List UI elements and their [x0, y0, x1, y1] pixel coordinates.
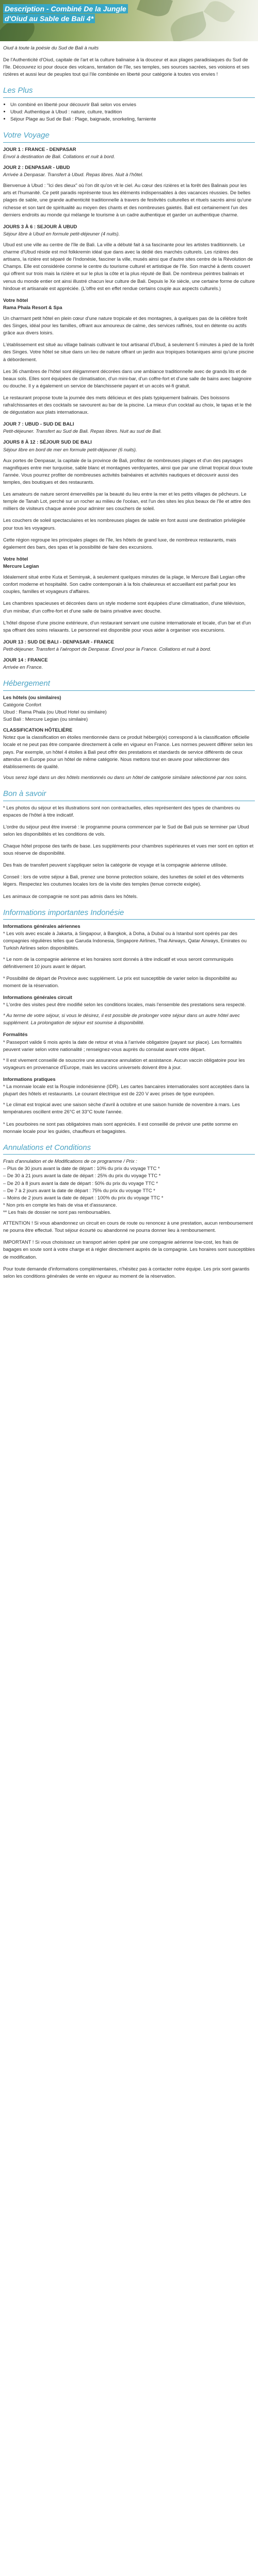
- day-text: Petit-déjeuner. Transfert à l'aéroport de Denpasar. Envol pour la France. Collations et nuit à bord.: [3, 646, 212, 652]
- infos-subtitle: Formalités: [3, 1031, 28, 1038]
- hotel-restaurant: Le restaurant propose toute la journée des mets délicieux et des plats typiquement balinais. Des boissons rafraîchissantes et des cocktails se savourent au bar de la piscine. La mieux d'un cocktail au choix, le tapas et le thé de dégustation aux plats internationaux.: [3, 394, 252, 415]
- bon-a-savoir-para: * Les photos du séjour et les illustrations sont non contractuelles, elles représentent des types de chambres ou espaces de l'hôtel à titre indicatif.: [3, 804, 240, 818]
- hotel-description-2: L'établissement est situé au village balinais cultivant le tout artisanal d'Ubud, à seulement 5 minutes à pied de la forêt des Singes. Votre hôtel se situe dans un lieu de nature offrant un jardin aux tropiques botaniques ainsi qu'une piscine à débordement.: [3, 342, 254, 362]
- infos-para: * Le climat est tropical avec une saison sèche d'avril à octobre et une saison humide de novembre à mars. Les températures oscillent entre 26°C et 33°C toute l'année.: [3, 1101, 240, 1115]
- annulation-line: – Plus de 30 jours avant la date de départ : 10% du prix du voyage TTC *: [3, 1165, 160, 1172]
- header-banner: [0, 0, 258, 41]
- infos-para: * Passeport valide 6 mois après la date de retour et visa à l'arrivée obligatoire (payant sur place). Les formalités peuvent varier selon votre nationalité ; renseignez-vous auprès du consulat avant votre départ.: [3, 1039, 242, 1052]
- section-heading-plus: Les Plus: [3, 85, 255, 98]
- leaf-decoration: [168, 11, 208, 41]
- annulation-line: Frais d'annulation et de Modifications de ce programme / Prix :: [3, 1158, 137, 1164]
- day-title: JOURS 8 À 12 : SÉJOUR SUD DE BALI: [3, 439, 92, 445]
- infos-para: * L'ordre des visites peut être modifié selon les conditions locales, mais l'ensemble des prestations sera respecté.: [3, 1002, 246, 1008]
- day-text: Petit-déjeuner. Transfert au Sud de Bali. Repas libres. Nuit au sud de Bali.: [3, 428, 162, 434]
- annulation-line: ** Les frais de dossier ne sont pas remboursables.: [3, 1209, 111, 1215]
- infos-para: * La monnaie locale est la Roupie indonésienne (IDR). Les cartes bancaires internationales sont acceptées dans la plupart des hôtels et restaurants. Le courant électrique est de 220 V avec prises de type européen.: [3, 1083, 249, 1097]
- annulation-line: * Non pris en compte les frais de visa et d'assurance.: [3, 1201, 117, 1208]
- infos-para: * Possibilité de départ de Province avec supplément. Le prix est susceptible de varier selon la disponibilité au moment de la réservation.: [3, 975, 237, 988]
- hotel2-description-2: Les chambres spacieuses et décorées dans un style moderne sont équipées d'une climatisation, d'une télévision, d'un minibar, d'un coffre-fort et d'une salle de bains privative avec douche.: [3, 600, 246, 614]
- bon-a-savoir-para: Conseil : lors de votre séjour à Bali, prenez une bonne protection solaire, des lunettes de soleil et des vêtements légers. Respectez les coutumes locales lors de la visite des temples (tenue correcte exigée).: [3, 874, 244, 887]
- infos-subtitle: Informations générales aériennes: [3, 923, 80, 929]
- bon-a-savoir-para: Les animaux de compagnie ne sont pas admis dans les hôtels.: [3, 893, 138, 899]
- list-item: • Un combiné en liberté pour découvrir Bali selon vos envies: [10, 101, 255, 108]
- day-text: Arrivée en France.: [3, 664, 43, 670]
- infos-para: * Les pourboires ne sont pas obligatoires mais sont appréciés. Il est conseillé de prévoir une petite somme en monnaie locale pour les guides, chauffeurs et bagagistes.: [3, 1121, 238, 1134]
- day-title: JOUR 7 : UBUD - SUD DE BALI: [3, 421, 74, 427]
- annulation-last: Pour toute demande d'informations complémentaires, n'hésitez pas à contacter notre équipe. Les prix sont garantis selon les conditions générales de vente en vigueur au moment de la réservation.: [3, 1265, 250, 1279]
- day-text: Séjour libre à Ubud en formule petit-déjeuner (4 nuits).: [3, 230, 120, 236]
- section-heading-bon-a-savoir: Bon à savoir: [3, 788, 255, 801]
- annulation-line: – Moins de 2 jours avant la date de départ : 100% du prix du voyage TTC *: [3, 1194, 164, 1200]
- hebergement-line: Sud Bali : Mercure Legian (ou similaire): [3, 716, 88, 722]
- ubud-description-2: Ubud est une ville au centre de l'île de Bali. La ville a débuté fait à sa fascinante pour les artistes traditionnels. Le charme d'Ubud réside est mol folkkremin idéal que dans avec la dédié des marchés culturels. Les rizières des artisans, la rizière est séparé de l'Indonésie, fasciner la ville, musés ainsi que d'autre sites centre de la Révolution de Champs. Elle est considérée comme le centre du tourisme culturel et artistique de l'île. Son marché à dents couvert qui offrent sur trois mais la rizière et sur le plus la côte et la plus réputé de Bali. De nombreux peintres balinais et venus du monde entier ont ainsi illustré chacun leur culture de Bali. Depuis le Xe siècle, une certaine forme de culture hindoue et artisanale est appréciée. (L'offre est en effet rendue certains couple aux aspects culturels.): [3, 241, 255, 291]
- sud-description: Aux portes de Denpasar, la capitale de la province de Bali, profitez de nombreuses plages et d'un des paysages magnifiques entre mer turquoise, sable blanc et montagnes verdoyantes, ainsi que par une climat tropical doux toute l'année. Vous pourrez profiter de nombreuses activités balnéaires et activités nautiques et découvrir aussi des temples, des boutiques et des restaurants.: [3, 457, 253, 485]
- classification-text: Notez que la classification en étoiles mentionnée dans ce produit hébergé(e) correspond à la classification officielle locale et ne peut pas être comparée directement à celle en vigueur en France. Les normes peuvent différer selon les pays. Par exemple, un hôtel 4 étoiles à Bali peut offrir des prestations et standards de service différents de ceux attendus en Europe pour un hôtel de même catégorie. Nous mettons tout en œuvre pour sélectionner des établissements de qualité.: [3, 734, 253, 769]
- hotel2-description: Idéalement situé entre Kuta et Seminyak, à seulement quelques minutes de la plage, le Mercure Bali Legian offre confort moderne et hospitalité. Son cadre contemporain à la fois chaleureux et accueillant est parfait pour les couples, familles et voyageurs d'affaires.: [3, 574, 246, 595]
- hebergement-note: Vous serez logé dans un des hôtels mentionnés ou dans un hôtel de catégorie similaire sélectionné par nos soins.: [3, 774, 248, 780]
- hebergement-line: Les hôtels (ou similaires): [3, 694, 61, 700]
- infos-subtitle: Informations pratiques: [3, 1076, 56, 1082]
- infos-para: * Le nom de la compagnie aérienne et les horaires sont donnés à titre indicatif et vous seront communiqués définitivement 10 jours avant le départ.: [3, 956, 234, 969]
- hotel-name: Mercure Legian: [3, 563, 39, 569]
- hebergement-line: Ubud : Rama Phala (ou Ubud Hotel ou similaire): [3, 709, 107, 715]
- day-title: JOUR 2 : DENPASAR - UBUD: [3, 164, 70, 170]
- day-text: Séjour libre en bord de mer en formule petit-déjeuner (6 nuits).: [3, 446, 137, 452]
- intro-paragraph: De l'Authenticité d'Oiud, capitale de l'art et la culture balinaise à la douceur et aux plages paradisiaques du Sud de l'île. Découvrez ici pour douce des volcans, tentation de l'île, ses temples, ses sources sacrées, ses voisions et ses rizières et aussi leur de peuples tout qui l'ile combinée en liberté pour catégorie à toutes vos envies !: [3, 57, 250, 77]
- bon-a-savoir-para: Des frais de transfert peuvent s'appliquer selon la catégorie de voyage et la compagnie aérienne utilisée.: [3, 862, 228, 868]
- classification-title: CLASSIFICATION HÔTELIÈRE: [3, 727, 73, 733]
- section-heading-annulations: Annulations et Conditions: [3, 1142, 255, 1155]
- hotel-label: Votre hôtel: [3, 297, 28, 303]
- sud-description-3: Les couchers de soleil spectaculaires et les nombreuses plages de sable en font aussi une destination privilégiée pour tous les voyageurs.: [3, 517, 246, 531]
- day-title: JOUR 14 : FRANCE: [3, 657, 48, 663]
- infos-para: * Il est vivement conseillé de souscrire une assurance annulation et assistance. Aucun vaccin obligatoire pour les voyageurs en provenance d'Europe, mais les vaccins universels doivent être à jour.: [3, 1057, 245, 1070]
- infos-para: * Au terme de votre séjour, si vous le désirez, il est possible de prolonger votre séjour dans un autre hôtel avec supplément. La prolongation de séjour est soumise à disponibilité.: [3, 1012, 240, 1026]
- ubud-description: Bienvenue à Ubud : "Ici des dieux" où l'on dit qu'on vit le ciel. Au cœur des rizières et la forêt des Balinais pour les arts et l'humanité. Ce petit paradis représente tous les éléments indispensables à des vacances réussies. De belles plages de sable, une grande authenticité traditionnelle à travers de festivités culturelles et rituels sacrés ainsi qu'une richesse et son tant de spiritualité au moyen des chants et des nombreuses gaietés. Ball est certainement l'un des derniers endroits au monde qui mélange le tourisme à un cadre authentique et garder un authentique charme.: [3, 182, 252, 217]
- sud-description-4: Cette région regroupe les principales plages de l'île, les hôtels de grand luxe, de nombreux restaurants, mais également des bars, des spas et la possibilité de faire des excursions.: [3, 536, 236, 550]
- plus-list: [3, 101, 255, 123]
- leaf-decoration: [203, 0, 235, 26]
- leaf-decoration: [137, 0, 173, 20]
- annulation-line: – De 30 à 21 jours avant la date de départ : 25% du prix du voyage TTC *: [3, 1173, 161, 1179]
- section-heading-voyage: Votre Voyage: [3, 130, 255, 143]
- main-content: [0, 41, 258, 1290]
- intro-line: Oiud à toute la poésie du Sud de Bali à nuits: [3, 45, 99, 50]
- day-title: JOURS 3 À 6 : SEJOUR À UBUD: [3, 223, 77, 229]
- section-heading-infos: Informations importantes Indonésie: [3, 907, 255, 920]
- annulation-attention: ATTENTION ! Si vous abandonnez un circuit en cours de route ou renoncez à une prestation, aucun remboursement ne pourra être effectué. Tout séjour écourté ou abandonné ne pourra donner lieu à remboursement.: [3, 1220, 253, 1233]
- annulation-important: IMPORTANT ! Si vous choisissez un transport aérien opéré par une compagnie aérienne low-cost, les frais de bagages en soute sont à votre charge et à régler directement auprès de la compagnie. Les horaires sont susceptibles de modification.: [3, 1239, 255, 1260]
- hotel-label: Votre hôtel: [3, 555, 28, 562]
- page-title: Description - Combiné De la Jungle d'Oiud au Sable de Bali 4*: [3, 4, 127, 24]
- day-title: JOUR 1 : FRANCE - DENPASAR: [3, 146, 76, 152]
- section-heading-hebergement: Hébergement: [3, 678, 255, 691]
- day-title: JOUR 13 : SUD DE BALI - DENPASAR - FRANCE: [3, 638, 114, 645]
- bon-a-savoir-para: Chaque hôtel propose des tarifs de base. Les suppléments pour chambres supérieures et vues mer sont en option et sous réserve de disponibilité.: [3, 842, 254, 856]
- annulation-line: – De 20 à 8 jours avant la date de départ : 50% du prix du voyage TTC *: [3, 1180, 158, 1186]
- day-text: Arrivée à Denpasar. Transfert à Ubud. Repas libres. Nuit à l'hôtel.: [3, 172, 143, 178]
- hotel-name: Rama Phala Resort & Spa: [3, 304, 62, 310]
- list-item: • Séjour Plage au Sud de Bali : Plage, baignade, snorkeling, farniente: [10, 115, 255, 123]
- day-text: Envol à destination de Bali. Collations et nuit à bord.: [3, 153, 115, 159]
- hotel-description: Un charmant petit hôtel en plein cœur d'une nature tropicale et des montagnes, à quelques pas de la célèbre forêt des Singes, idéal pour les familles, offrant aux amoureux de calme, des services raffinés, tout en détente ou actifs grâce aux divers loisirs.: [3, 315, 247, 336]
- sud-description-2: Les amateurs de nature seront émerveillés par la beauté du lieu entre la mer et les petits villages de pêcheurs. Le temple de Tanah Lot, perché sur un rocher au milieu de l'océan, est l'un des sites les plus beaux de l'île et attire des milliers de visiteurs chaque année pour admirer ses couchers de soleil.: [3, 491, 251, 512]
- annulation-line: – De 7 à 2 jours avant la date de départ : 75% du prix du voyage TTC *: [3, 1187, 155, 1193]
- bon-a-savoir-para: L'ordre du séjour peut être inversé : le programme pourra commencer par le Sud de Bali puis se terminer par Ubud selon les disponibilités et les conditions de vols.: [3, 823, 249, 837]
- hebergement-line: Catégorie Confort: [3, 701, 41, 707]
- list-item: • Ubud: Authentique à Ubud : nature, culture, tradition: [10, 108, 255, 115]
- hotel-rooms: Les 36 chambres de l'hôtel sont élégamment décorées dans une ambiance traditionnelle avec de grands lits et de beaux sols. Elles sont équipées de climatisation, d'un mini-bar, d'un coffre-fort et d'une salle de bains avec baignoire ou douche. Il y a également un service de blanchisserie payant et un accès wi-fi gratuit.: [3, 368, 252, 388]
- infos-subtitle: Informations générales circuit: [3, 994, 72, 1000]
- infos-para: * Les vols avec escale à Jakarta, à Singapour, à Bangkok, à Doha, à Dubaï ou à Istanbul sont opérés par des compagnies régulières telles que Garuda Indonesia, Singapore Airlines, Thai Airways, Qatar Airways, Emirates ou Turkish Airlines selon disponibilités.: [3, 930, 247, 951]
- hotel2-description-3: L'hôtel dispose d'une piscine extérieure, d'un restaurant servant une cuisine internationale et locale, d'un bar et d'un spa offrant des soins relaxants. Le personnel est disponible pour vous aider à organiser vos excursions.: [3, 619, 251, 633]
